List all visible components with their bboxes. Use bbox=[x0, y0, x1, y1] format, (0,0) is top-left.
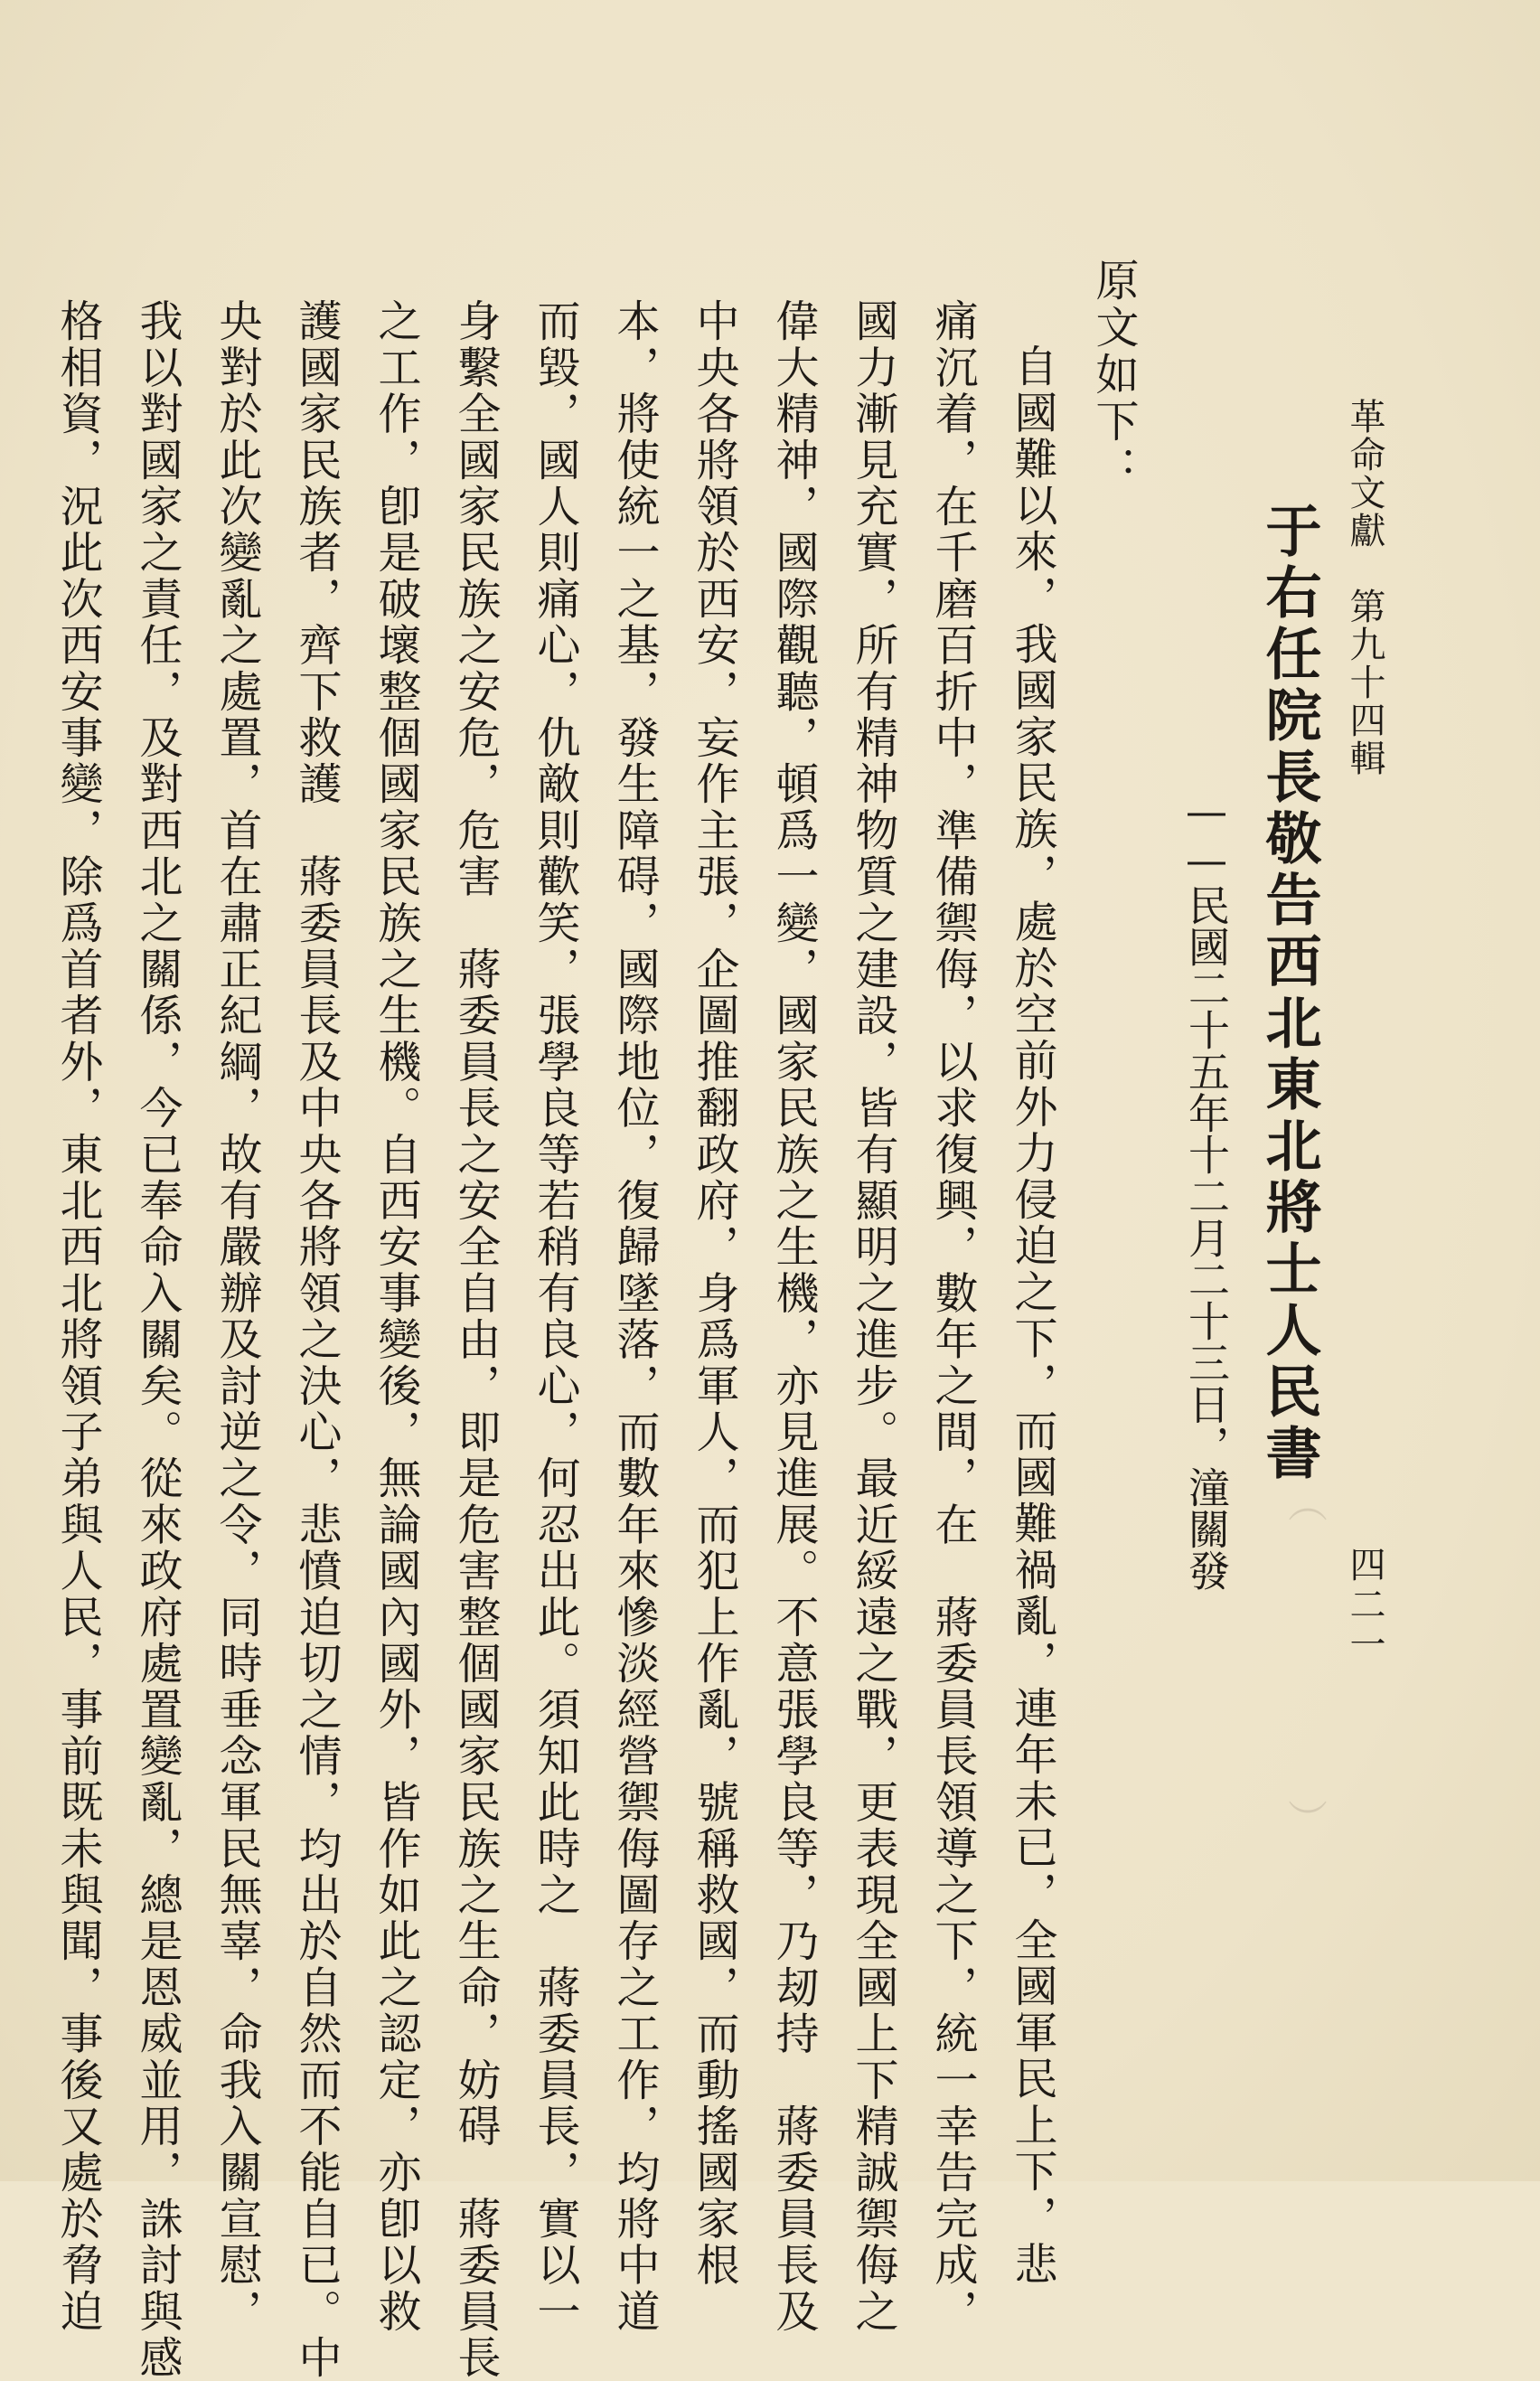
body-line-2: 痛沉着，在千磨百折中，準備禦侮，以求復興，數年之間，在 蔣委員長領導之下，統一幸告完成， bbox=[927, 298, 978, 2335]
document-dateline: ——民國二十五年十二月二十三日，潼關發 bbox=[1182, 786, 1231, 1591]
body-line-11: 央對於此次變亂之處置，首在肅正紀綱，故有嚴辦及討逆之令，同時垂念軍民無辜，命我入關宣慰， bbox=[211, 298, 262, 2335]
body-line-12: 我以對國家之責任，及對西北之關係，今已奉命入關矣。從來政府處置變亂，總是恩威並用，誅討與感 bbox=[132, 298, 183, 2381]
body-line-7: 而毀，國人則痛心，仇敵則歡笑，張學良等若稍有良心，何忍出此。須知此時之 蔣委員長，實以一 bbox=[530, 298, 580, 2335]
body-line-13: 格相資，況此次西安事變，除爲首者外，東北西北將領子弟與人民，事前既未與聞，事後又處於脅迫 bbox=[52, 298, 103, 2335]
body-line-10: 護國家民族者，齊下救護 蔣委員長及中央各將領之決心，悲憤迫切之情，均出於自然而不能自已。中 bbox=[291, 298, 342, 2381]
body-line-5: 中央各將領於西安，妄作主張，企圖推翻政府，身爲軍人，而犯上作亂，號稱救國，而動搖國家根 bbox=[689, 298, 739, 2289]
show-through-marker: （ ） bbox=[1289, 1482, 1335, 1844]
page-number: 四二一 bbox=[1344, 1546, 1385, 1665]
body-line-6: 本，將使統一之基，發生障碍，國際地位，復歸墜落，而數年來慘淡經營禦侮圖存之工作，均將中道 bbox=[609, 298, 660, 2335]
body-line-4: 偉大精神，國際觀聽，頓爲一變，國家民族之生機，亦見進展。不意張學良等，乃刼持 蔣委員長及 bbox=[768, 298, 819, 2335]
body-line-8: 身繫全國家民族之安危，危害 蔣委員長之安全自由，即是危害整個國家民族之生命，妨碍 蔣委員長 bbox=[450, 298, 501, 2381]
intro-line: 原文如下： bbox=[1088, 258, 1139, 493]
running-head: 革命文獻 第九十四輯 bbox=[1344, 398, 1385, 777]
body-line-9: 之工作，卽是破壞整個國家民族之生機。自西安事變後，無論國內國外，皆作如此之認定，亦卽以救 bbox=[371, 298, 421, 2335]
document-title: 于右任院長敬告西北東北將士人民書 bbox=[1256, 502, 1322, 1485]
body-line-3: 國力漸見充實，所有精神物質之建設，皆有顯明之進步。最近綏遠之戰，更表現全國上下精誠禦侮之 bbox=[848, 298, 898, 2335]
body-line-1: 自國難以來，我國家民族，處於空前外力侵迫之下，而國難禍亂，連年未已，全國軍民上下，悲 bbox=[1007, 344, 1057, 2288]
